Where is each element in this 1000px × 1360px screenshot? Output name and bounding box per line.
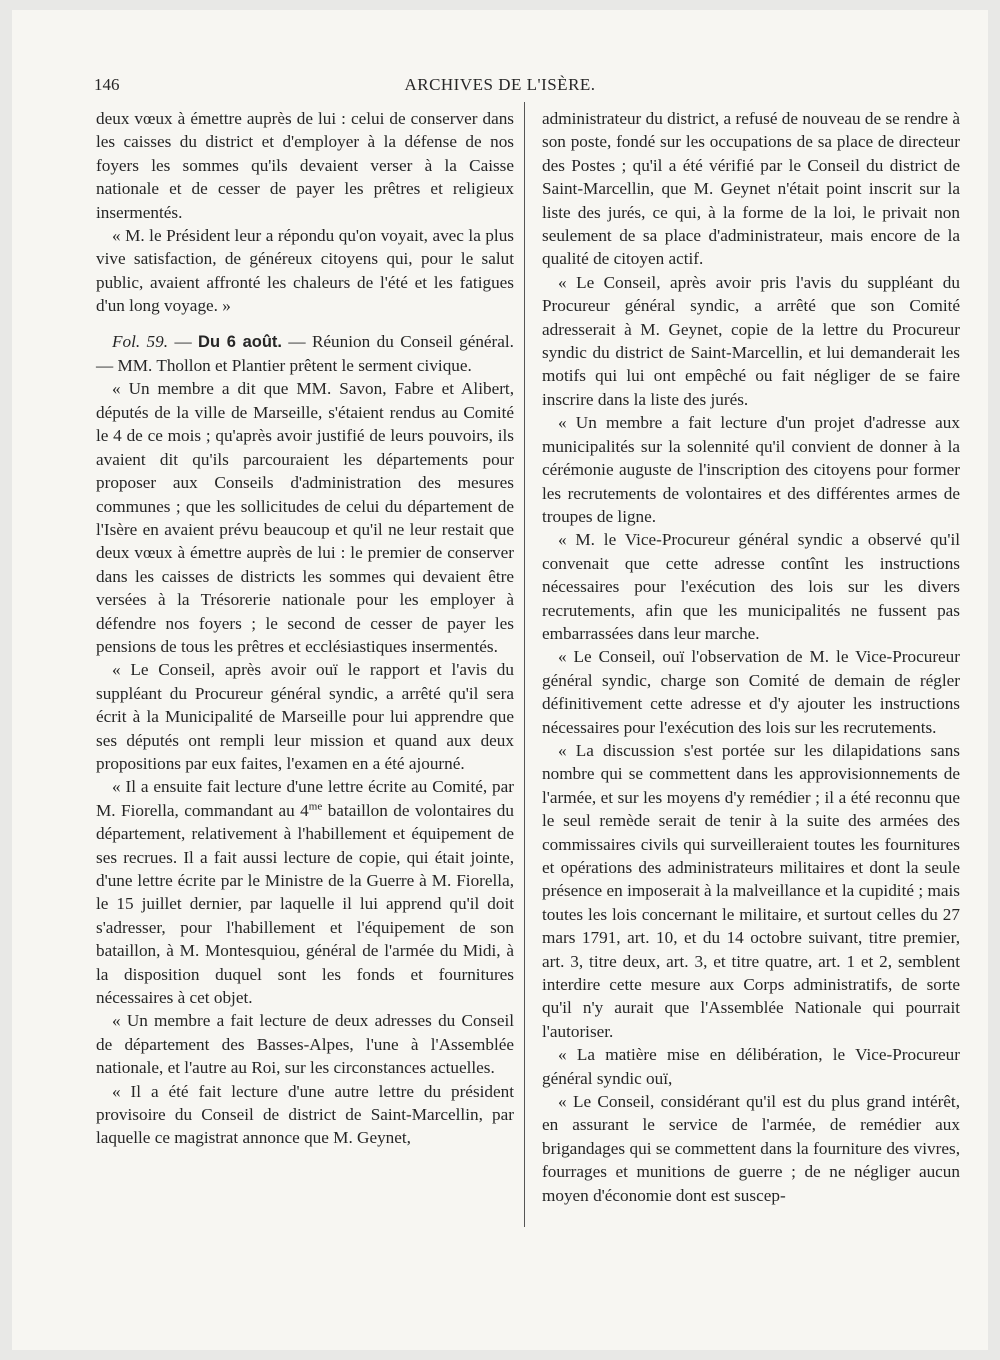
ordinal-superscript: me <box>308 800 323 813</box>
left-column <box>96 107 514 1150</box>
page-header <box>12 75 988 99</box>
paragraph: « M. le Vice-Procureur général syndic a observé qu'il convenait que cette adresse contînt les instructions nécessaires pour l'exécution des lois sur les divers recrutements, afin que les municipalités ne fussent pas embarrassées dans leur marche. <box>542 530 960 643</box>
section-heading <box>96 330 514 378</box>
paragraph: « Il a été fait lecture d'une autre lettre du président provisoire du Conseil de district de Saint-Marcellin, par laquelle ce magistrat annonce que M. Geynet, <box>96 1081 514 1148</box>
fiorella-text-end: bataillon de volontaires du département, relativement à l'habillement et équipement de ses recrues. Il a fait aussi lecture de copie, qui était jointe, d'une lettre écrite par le Ministre de la Guerre à M. Fiorella, le 15 juillet dernier, par laquelle il lui apprend qu'il doit s'adresser, pour l'habillement et l'équipement de son bataillon, à M. Montesquiou, général de l'armée du Midi, à la disposition duquel sont les fonds et fournitures nécessaires à cet objet. <box>96 800 514 1008</box>
paragraph: « Un membre a fait lecture de deux adresses du Conseil de département des Basses-Alpes, l'une à l'Assemblée nationale, et l'autre au Roi, sur les circonstances actuelles. <box>96 1011 514 1078</box>
paragraph: « Le Conseil, considérant qu'il est du plus grand intérêt, en assurant le service de l'armée, de remédier aux brigandages qui se commettent dans la fourniture des vivres, fourrages et munitions de guerre ; de ne négliger aucun moyen d'économie dont est suscep- <box>542 1092 960 1205</box>
column-divider <box>524 102 525 1227</box>
folio-ref: Fol. 59. <box>112 331 169 351</box>
paragraph: « Le Conseil, ouï l'observation de M. le Vice-Procureur général syndic, charge son Comité de demain de régler définitivement cette adresse et d'y ajouter les instructions nécessaires pour l'exécution des lois sur les recrutements. <box>542 647 960 737</box>
paragraph: « M. le Président leur a répondu qu'on voyait, avec la plus vive satisfaction, de généreux citoyens qui, pour le salut public, avaient affronté les chaleurs de l'été et les fatigues d'un long voyage. » <box>96 226 514 316</box>
paragraph: « Le Conseil, après avoir pris l'avis du suppléant du Procureur général syndic, a arrêté que son Comité adresserait à M. Geynet, copie de la lettre du Procureur syndic du district de Saint-Marcellin, et lui demanderait les motifs qui lui ont empêché ou fait négliger de se faire inscrire dans la liste des jurés. <box>542 272 960 409</box>
document-page <box>12 10 988 1350</box>
paragraph: « La matière mise en délibération, le Vice-Procureur général syndic ouï, <box>542 1045 960 1088</box>
fiorella-text-start: « Il a ensuite fait lecture d'une lettre écrite au Comité, par M. Fiorella, commandant au 4 <box>96 777 514 820</box>
heading-dash: — <box>168 331 199 351</box>
paragraph: « La discussion s'est portée sur les dilapidations sans nombre qui se commettent dans les approvisionnements de l'armée, et sur les moyens d'y remédier ; il a été reconnu que le seul remède serait de tenir à la suite des armées des commissaires civils qui surveilleraient toutes les fournitures et opérations des administrateurs militaires et dont la seule présence en imposerait à la malveillance et la cupidité ; mais toutes les lois concernant le militaire, et surtout celles du 27 mars 1791, art. 10, et du 14 octobre suivant, titre premier, art. 3, titre deux, art. 3, et titre quatre, art. 1 et 2, semblent interdire cette mesure aux Corps administratifs, de sorte qu'il n'y aurait que l'Assemblée Nationale qui pourrait l'autoriser. <box>542 740 960 1041</box>
running-title: ARCHIVES DE L'ISÈRE. <box>404 75 596 94</box>
paragraph: « Un membre a fait lecture d'un projet d'adresse aux municipalités sur la solennité qu'il convient de donner à la cérémonie auguste de l'inscription des citoyens pour former les recrutements de volontaires et des différentes armes de troupes de ligne. <box>542 413 960 526</box>
right-column <box>542 107 960 1207</box>
paragraph: « Un membre a dit que MM. Savon, Fabre et Alibert, députés de la ville de Marseille, s'étaient rendus au Comité le 4 de ce mois ; qu'après avoir justifié de leurs pouvoirs, ils avaient dit qu'ils parcouraient les départements pour proposer aux Conseils d'administration des mesures communes ; que les sollicitudes de celui du département de l'Isère en avaient prévu beaucoup et qu'il ne leur restait que deux vœux à émettre auprès de lui : le premier de conserver dans les caisses de districts les sommes qui devaient être versées à la Trésorerie nationale pour les employer à défendre nos foyers ; le second de cesser de payer les pensions de tous les prêtres et ecclésiastiques insermentés. <box>96 379 514 656</box>
paragraph <box>96 775 514 1009</box>
section-summary: — Réunion du Conseil général. — MM. Thollon et Plantier prêtent le serment civique. <box>96 331 514 376</box>
paragraph: « Le Conseil, après avoir ouï le rapport et l'avis du suppléant du Procureur général syndic, a arrêté qu'il sera écrit à la Municipalité de Marseille pour lui apprendre que ses députés ont rempli leur mission et quand aux deux propositions par eux faites, l'examen en a été ajourné. <box>96 660 514 773</box>
paragraph: administrateur du district, a refusé de nouveau de se rendre à son poste, fondé sur les occupations de sa place de directeur des Postes ; qu'il a été vérifié par le Conseil du district de Saint-Marcellin, que M. Geynet n'était point inscrit sur la liste des jurés, ce qui, à la forme de la loi, le privait non seulement de sa place d'administrateur, mais encore de la qualité de citoyen actif. <box>542 109 960 269</box>
page-number: 146 <box>94 75 120 94</box>
section-date: Du 6 août. <box>198 332 282 351</box>
paragraph: deux vœux à émettre auprès de lui : celui de conserver dans les caisses du district et d'employer à la défense de nos foyers les sommes qu'ils devaient verser à la Caisse nationale et de cesser de payer les prêtres et religieux insermentés. <box>96 109 514 222</box>
